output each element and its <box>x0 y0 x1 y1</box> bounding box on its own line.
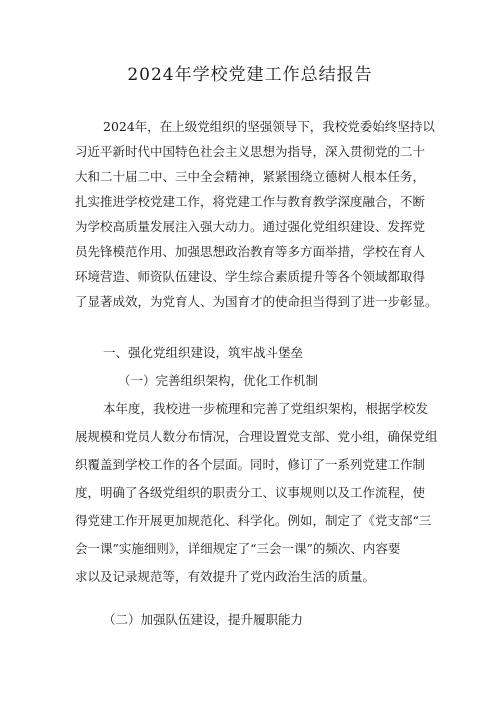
intro-line-3: 大和二十届二中、三中全会精神，紧紧围绕立德树人根本任务， <box>75 169 426 184</box>
subsection-heading-1: （一）完善组织架构，优化工作机制 <box>118 373 319 388</box>
subsection1-line-3: 织覆盖到学校工作的各个层面。同时，修订了一系列党建工作制 <box>75 457 426 472</box>
subsection-heading-2: （二）加强队伍建设，提升履职能力 <box>103 612 304 627</box>
document-title: 2024年学校党建工作总结报告 <box>127 65 373 85</box>
intro-line-1: 2024年，在上级党组织的坚强领导下，我校党委始终坚持以 <box>103 119 435 134</box>
intro-line-5: 为学校高质量发展注入强大动力。通过强化党组织建设、发挥党 <box>75 219 426 234</box>
intro-line-4: 扎实推进学校党建工作，将党建工作与教育教学深度融合，不断 <box>75 194 426 209</box>
intro-line-7: 环境营造、师资队伍建设、学生综合素质提升等各个领域都取得 <box>75 269 426 284</box>
subsection1-line-5: 得党建工作开展更加规范化、科学化。例如，制定了《党支部“三 <box>75 513 432 528</box>
intro-line-2: 习近平新时代中国特色社会主义思想为指导，深入贯彻党的二十 <box>75 144 426 159</box>
subsection1-line-1: 本年度，我校进一步梳理和完善了党组织架构，根据学校发 <box>103 401 429 416</box>
section-heading-1: 一、强化党组织建设，筑牢战斗堡垒 <box>103 345 304 360</box>
intro-line-8: 了显著成效，为党育人、为国育才的使命担当得到了进一步彰显。 <box>75 294 438 309</box>
subsection1-line-4: 度，明确了各级党组织的职责分工、议事规则以及工作流程，使 <box>75 485 426 500</box>
subsection1-line-2: 展规模和党员人数分布情况，合理设置党支部、党小组，确保党组 <box>75 429 438 444</box>
subsection1-line-6: 会一课”实施细则》，详细规定了“三会一课”的频次、内容要 <box>75 541 401 556</box>
subsection1-line-7: 求以及记录规范等，有效提升了党内政治生活的质量。 <box>75 569 376 584</box>
intro-line-6: 员先锋模范作用、加强思想政治教育等多方面举措，学校在育人 <box>75 244 426 259</box>
